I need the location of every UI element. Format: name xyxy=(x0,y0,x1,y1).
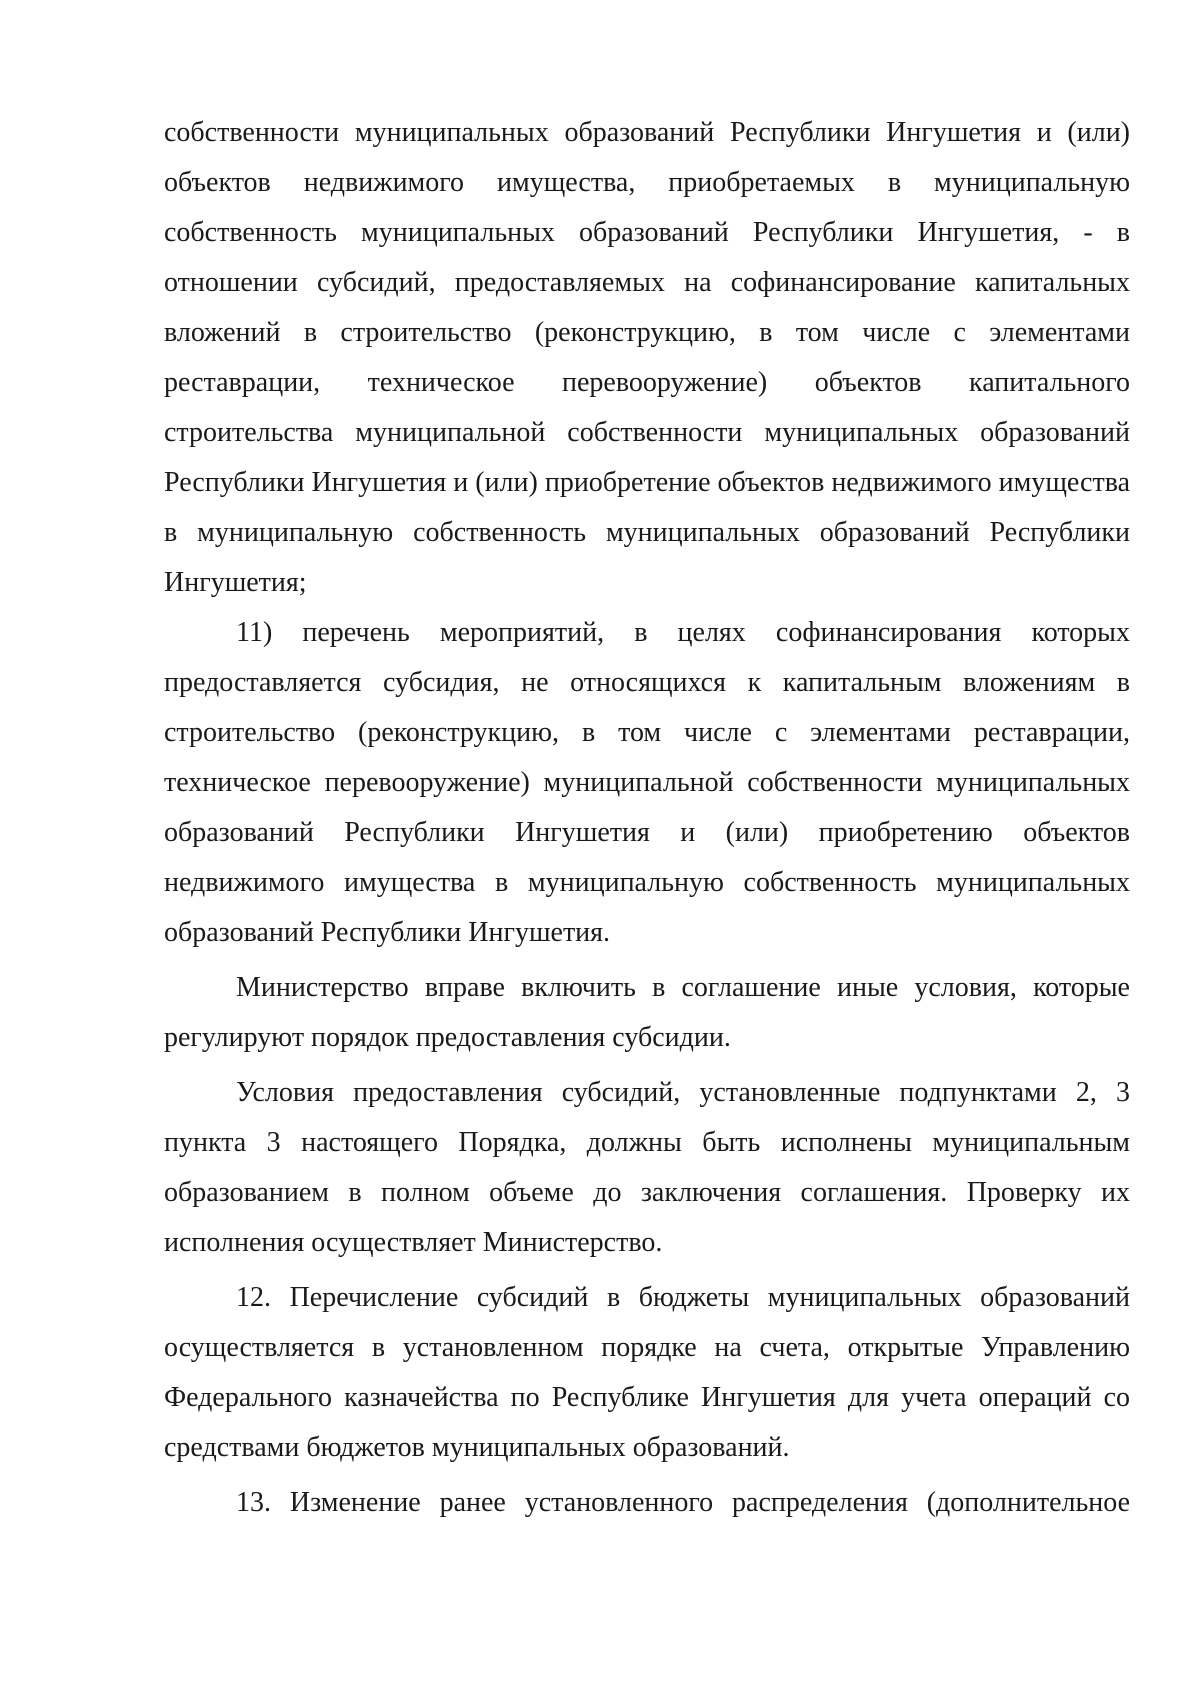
paragraph-subsidy-conditions: Условия предоставления субсидий, установленные подпунктами 2, 3 пункта 3 настоящего Порядка, должны быть исполнены муниципальным образованием в полном объеме до заключения соглашения. Проверку их исполнения осуществляет Министерство. xyxy=(164,1077,1130,1258)
paragraph-12: 12. Перечисление субсидий в бюджеты муниципальных образований осуществляется в установленном порядке на счета, открытые Управлению Федерального казначейства по Республике Ингушетия для учета операций со средствами бюджетов муниципальных образований. xyxy=(164,1282,1130,1463)
paragraph-13: 13. Изменение ранее установленного распределения (дополнительное xyxy=(236,1487,1130,1518)
paragraph-ministry-conditions: Министерство вправе включить в соглашение иные условия, которые регулируют порядок предоставления субсидии. xyxy=(164,972,1130,1053)
paragraph-continuation: собственности муниципальных образований Республики Ингушетия и (или) объектов недвижимого имущества, приобретаемых в муниципальную собственность муниципальных образований Республики Ингушетия, - в отношении субсидий, предоставляемых на софинансирование капитальных вложений в строительство (реконструкцию, в том числе с элементами реставрации, техническое перевооружение) объектов капитального строительства муниципальной собственности муниципальных образований Республики Ингушетия и (или) приобретение объектов недвижимого имущества в муниципальную собственность муниципальных образований Республики Ингушетия; xyxy=(164,117,1130,598)
paragraph-item-11: 11) перечень мероприятий, в целях софинансирования которых предоставляется субсидия, не относящихся к капитальным вложениям в строительство (реконструкцию, в том числе с элементами реставрации, техническое перевооружение) муниципальной собственности муниципальных образований Республики Ингушетия и (или) приобретению объектов недвижимого имущества в муниципальную собственность муниципальных образований Республики Ингушетия. xyxy=(164,617,1130,948)
document-body xyxy=(164,108,1130,1528)
